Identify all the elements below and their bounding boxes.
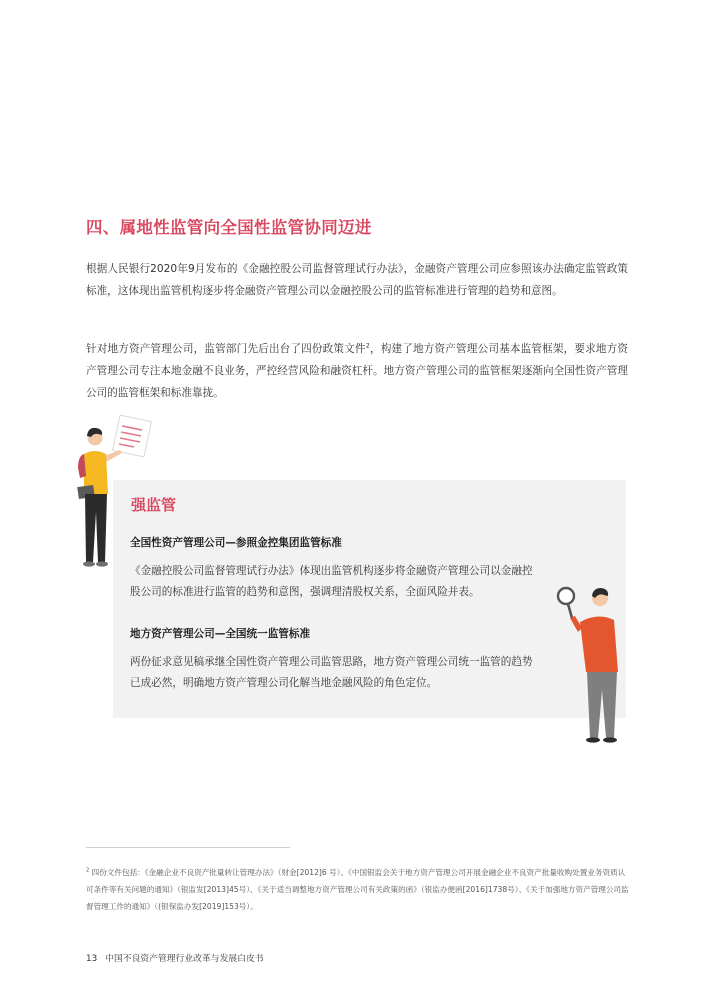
callout-subheading-national: 全国性资产管理公司—参照金控集团监管标准 (130, 537, 342, 549)
paragraph-2 (86, 338, 628, 404)
page-number: 13 (86, 954, 98, 964)
footnote (86, 864, 631, 915)
magnifier-icon (558, 588, 574, 618)
callout-body-local: 两份征求意见稿承继全国性资产管理公司监管思路，地方资产管理公司统一监管的趋势已成必然，明确地方资产管理公司化解当地金融风险的角色定位。 (130, 656, 533, 689)
document-title: 中国不良资产管理行业改革与发展白皮书 (105, 954, 264, 964)
footnote-divider (86, 847, 290, 848)
footnote-marker: 2 (86, 867, 90, 874)
callout-title: 强监管 (131, 496, 177, 514)
paragraph-2-text-a: 针对地方资产管理公司，监管部门先后出台了四份政策文件 (86, 343, 366, 355)
person-with-magnifier-illustration (548, 580, 634, 748)
paragraph-2-text-b: ，构建了地方资产管理公司基本监管框架，要求地方资产管理公司专注本地金融不良业务，严控经营风险和融资杠杆。地方资产管理公司的监管框架逐渐向全国性资产管理公司的监管框架和标准靠拢。 (86, 343, 628, 399)
callout-body-national: 《金融控股公司监督管理试行办法》体现出监管机构逐步将金融资产管理公司以金融控股公司的标准进行监管的趋势和意图，强调理清股权关系，全面风险并表。 (130, 565, 533, 598)
paragraph-1: 根据人民银行2020年9月发布的《金融控股公司监督管理试行办法》，金融资产管理公司应参照该办法确定监管政策标准，这体现出监管机构逐步将金融资产管理公司以金融控股公司的监管标准进行管理的趋势和意图。 (86, 263, 628, 297)
page-footer (86, 951, 264, 964)
section-title: 四、属地性监管向全国性监管协同迈进 (86, 218, 372, 237)
footnote-text: 四份文件包括：《金融企业不良资产批量转让管理办法》（财金[2012]6 号）、《中国银监会关于地方资产管理公司开展金融企业不良资产批量收购处置业务资质认可条件等有关问题的通知》（银监发[2013]45号）、《关于适当调整地方资产管理公司有关政策的函》（银监办便函[2016]1738号）、《关于加强地方资产管理公司监督管理工作的通知》（(银保监办发[2019]153号）。 (86, 868, 629, 911)
footnote-ref: 2 (365, 341, 370, 350)
callout-subheading-local: 地方资产管理公司—全国统一监管标准 (130, 628, 311, 640)
